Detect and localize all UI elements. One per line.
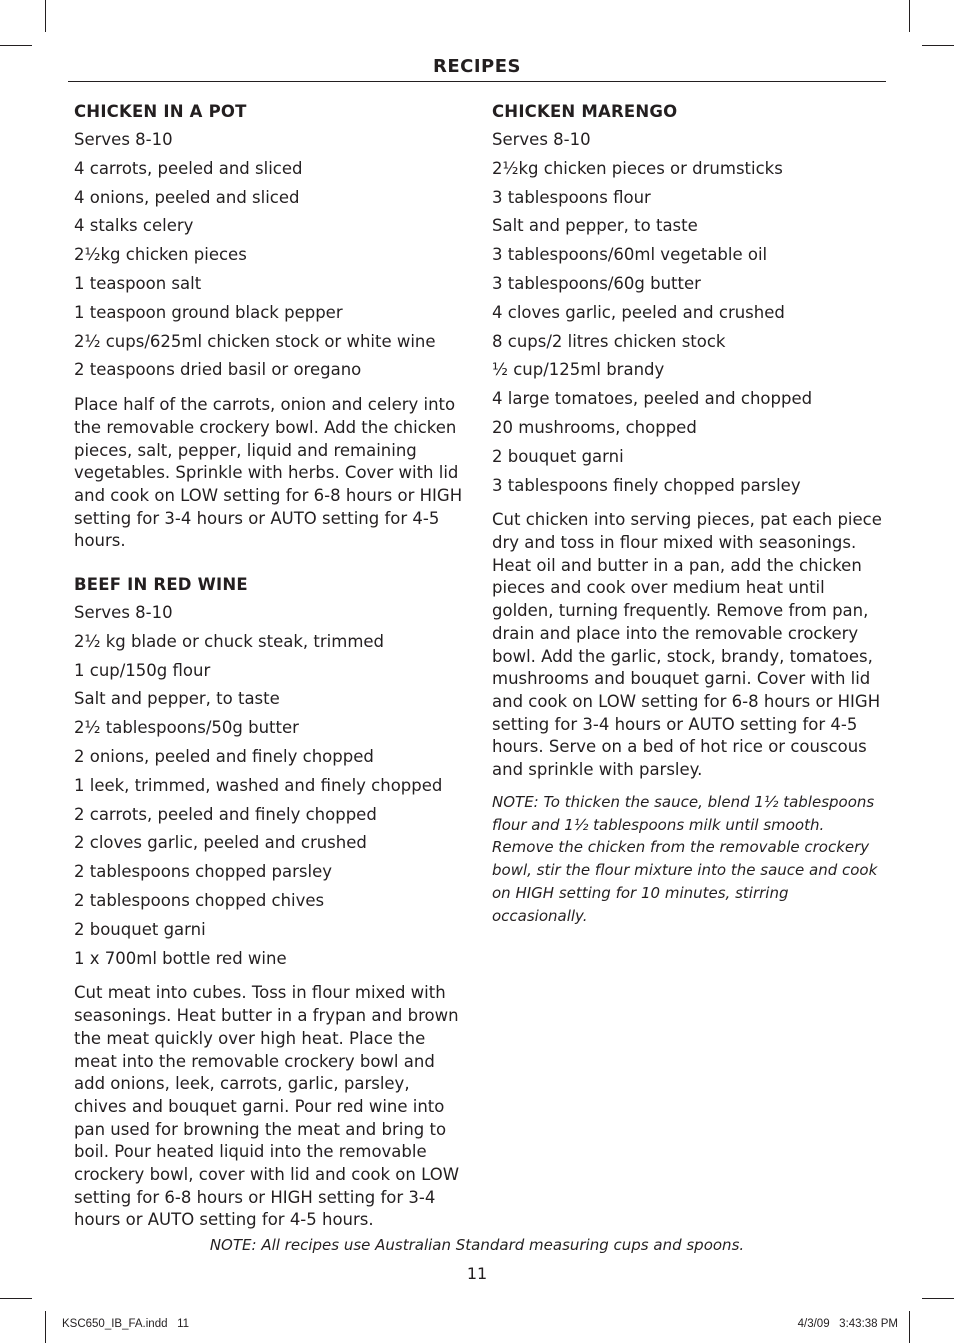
recipe-method: Place half of the carrots, onion and celery into the removable crockery bowl. Add the chicken pieces, salt, pepper, liquid and remaining vegetables. Sprinkle with herbs. Cover with lid and cook on LOW setting for 6-8 hours or HIGH setting for 3-4 hours or AUTO setting for 4-5 hours. — [74, 395, 463, 551]
crop-mark-bottom-left — [45, 1311, 46, 1343]
ingredient-line: 4 cloves garlic, peeled and crushed — [492, 302, 785, 322]
recipe-title: CHICKEN IN A POT — [74, 102, 247, 121]
right-column — [492, 98, 884, 928]
crop-mark-top-right — [922, 45, 954, 46]
ingredient-line: 4 large tomatoes, peeled and chopped — [492, 389, 813, 409]
crop-mark-top-left — [45, 0, 46, 32]
ingredient-line: 2 onions, peeled and finely chopped — [74, 747, 374, 767]
ingredient-line: 3 tablespoons flour — [492, 187, 651, 207]
ingredient-line: 2 tablespoons chopped chives — [74, 891, 325, 911]
ingredient-line: Serves 8-10 — [492, 130, 591, 149]
ingredient-line: 2½kg chicken pieces or drumsticks — [492, 158, 783, 178]
ingredient-list — [492, 126, 884, 500]
page-title: RECIPES — [432, 56, 521, 77]
ingredient-line: Serves 8-10 — [74, 130, 173, 149]
ingredient-line: 3 tablespoons/60g butter — [492, 273, 701, 293]
ingredient-line: 3 tablespoons finely chopped parsley — [492, 475, 801, 495]
recipe-chicken-in-a-pot — [74, 98, 466, 553]
header-divider — [68, 81, 886, 82]
crop-mark-bottom-right — [909, 1311, 910, 1343]
ingredient-line: 1 cup/150g flour — [74, 660, 211, 680]
ingredient-line: 4 stalks celery — [74, 216, 194, 236]
ingredient-line: 3 tablespoons/60ml vegetable oil — [492, 245, 768, 265]
ingredient-line: 2½ tablespoons/50g butter — [74, 718, 299, 738]
ingredient-line: 4 onions, peeled and sliced — [74, 187, 300, 207]
recipe-title: CHICKEN MARENGO — [492, 102, 678, 121]
recipe-title: BEEF IN RED WINE — [74, 575, 248, 595]
crop-mark-top-left — [0, 45, 32, 46]
ingredient-line: 1 x 700ml bottle red wine — [74, 948, 287, 968]
ingredient-line: 1 teaspoon salt — [74, 273, 202, 293]
ingredient-line: 2 bouquet garni — [74, 919, 206, 939]
ingredient-line: 2 cloves garlic, peeled and crushed — [74, 833, 367, 853]
ingredient-list — [74, 126, 466, 385]
ingredient-line: 2 teaspoons dried basil or oregano — [74, 360, 362, 380]
recipe-chicken-marengo — [492, 98, 884, 928]
ingredient-line: Salt and pepper, to taste — [74, 689, 280, 709]
page-number: 11 — [466, 1264, 488, 1283]
ingredient-line: 2 tablespoons chopped parsley — [74, 862, 332, 882]
recipe-method: Cut chicken into serving pieces, pat each piece dry and toss in flour mixed with seasonings. Heat oil and butter in a pan, add the chicken pieces and cook over medium heat until golden, turning frequently. Remove from pan, drain and place into the removable crockery bowl. Add the garlic, stock, brandy, tomatoes, mushrooms and bouquet garni. Cover with lid and cook on LOW setting for 6-8 hours or HIGH setting for 3-4 hours or AUTO setting for 4-5 hours. Serve on a bed of hot rice or couscous and sprinkle with parsley. — [492, 510, 882, 780]
ingredient-line: 2 carrots, peeled and finely chopped — [74, 804, 377, 824]
ingredient-list — [74, 599, 466, 973]
ingredient-line: 2½kg chicken pieces — [74, 245, 247, 265]
ingredient-line: 2½ cups/625ml chicken stock or white wine — [74, 331, 436, 351]
crop-mark-bottom-right — [922, 1298, 954, 1299]
recipe-method: Cut meat into cubes. Toss in flour mixed with seasonings. Heat butter in a frypan and brown the meat quickly over high heat. Place the meat into the removable crockery bowl and add onions, leek, carrots, garlic, parsley, chives and bouquet garni. Pour red wine into pan used for browning the meat and bring to boil. Pour heated liquid into the removable crockery bowl, cover with lid and cook on LOW setting for 6-8 hours or HIGH setting for 3-4 hours or AUTO setting for 4-5 hours. — [74, 983, 460, 1230]
slug-timestamp: 4/3/09 3:43:38 PM — [797, 1318, 898, 1330]
ingredient-line: 1 teaspoon ground black pepper — [74, 302, 343, 322]
slug-filename: KSC650_IB_FA.indd 11 — [62, 1318, 190, 1330]
ingredient-line: 4 carrots, peeled and sliced — [74, 158, 303, 178]
ingredient-line: Salt and pepper, to taste — [492, 216, 698, 236]
crop-mark-top-right — [909, 0, 910, 32]
ingredient-line: Serves 8-10 — [74, 603, 173, 623]
section-spacer — [74, 553, 466, 571]
ingredient-line: 8 cups/2 litres chicken stock — [492, 331, 726, 351]
footer-note: NOTE: All recipes use Australian Standard measuring cups and spoons. — [209, 1236, 745, 1254]
ingredient-line: 1 leek, trimmed, washed and finely chopped — [74, 775, 443, 795]
recipe-beef-in-red-wine — [74, 571, 466, 1232]
ingredient-line: 2 bouquet garni — [492, 446, 624, 466]
recipe-note: NOTE: To thicken the sauce, blend 1½ tablespoons flour and 1½ tablespoons milk until smooth. Remove the chicken from the removable crockery bowl, stir the flour mixture into the sauce and cook on HIGH setting for 10 minutes, stirring occasionally. — [492, 792, 878, 925]
left-column — [74, 98, 466, 1232]
ingredient-line: ½ cup/125ml brandy — [492, 360, 665, 380]
crop-mark-bottom-left — [0, 1298, 32, 1299]
ingredient-line: 20 mushrooms, chopped — [492, 417, 697, 437]
ingredient-line: 2½ kg blade or chuck steak, trimmed — [74, 631, 385, 651]
